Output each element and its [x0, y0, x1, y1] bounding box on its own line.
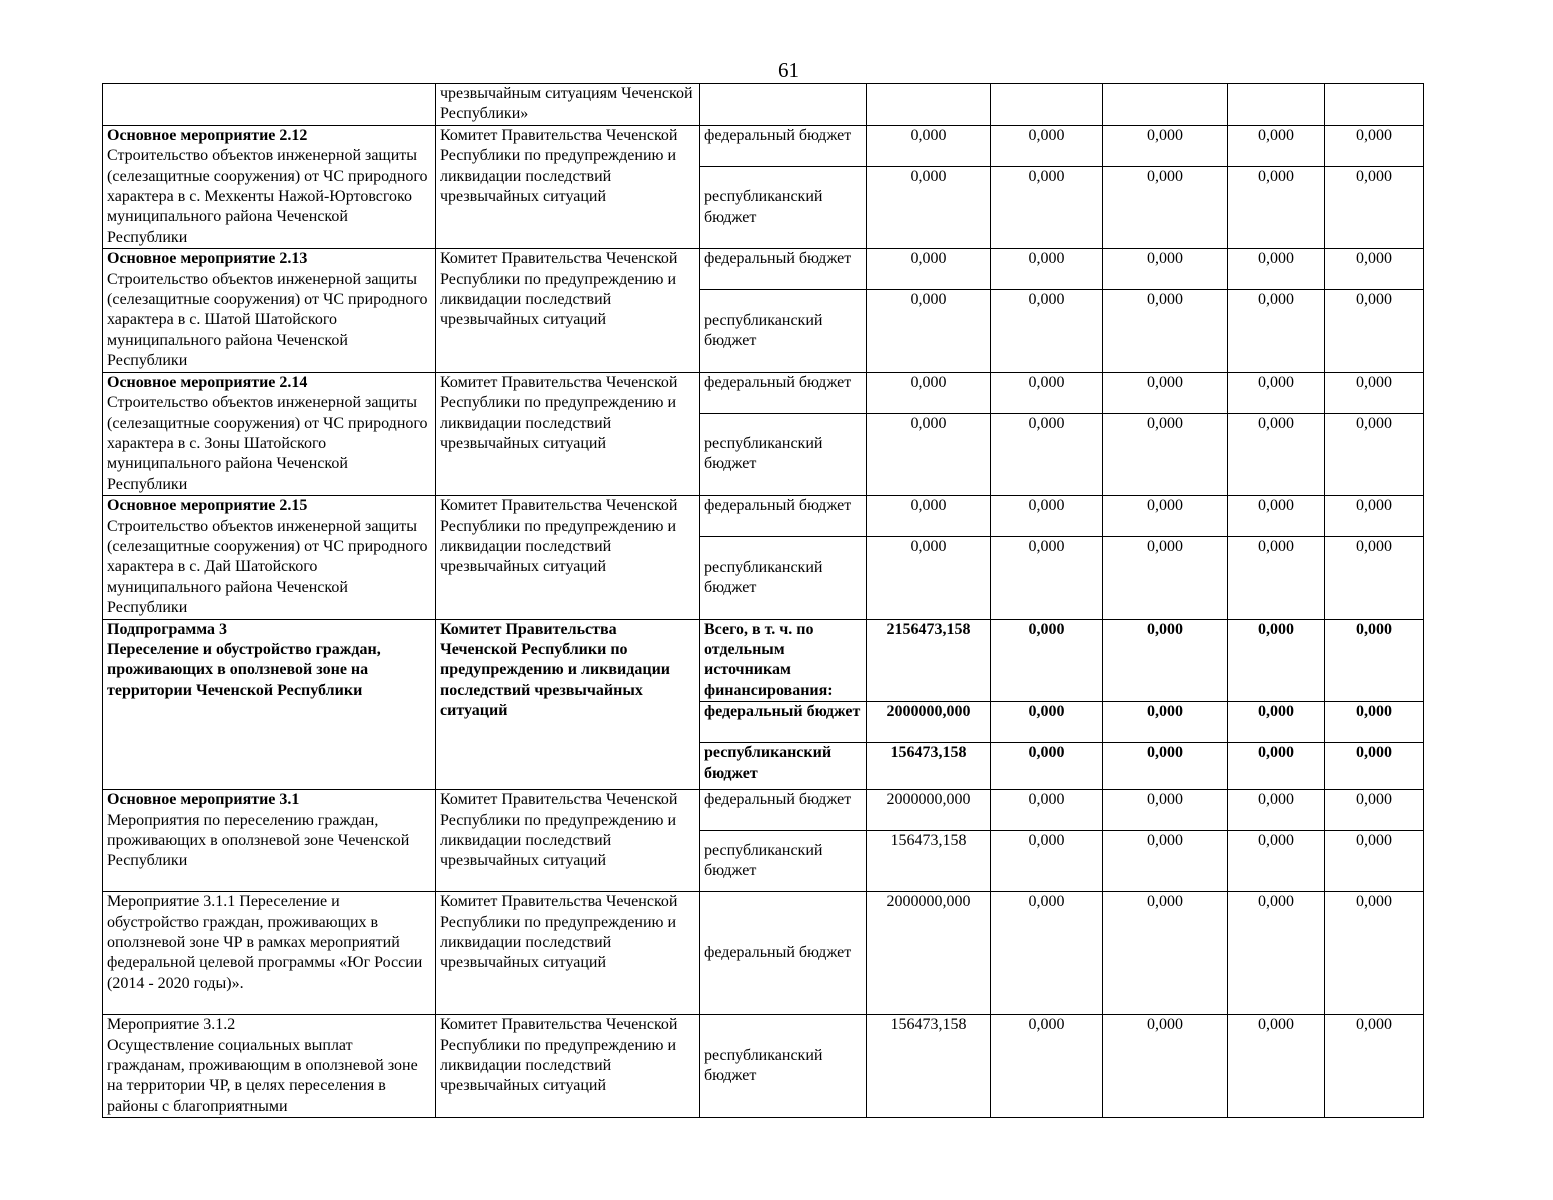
value-cell: 0,000 [1228, 831, 1325, 892]
source-cell: федеральный бюджет [700, 892, 867, 1015]
table-row [103, 790, 1424, 831]
value-cell: 0,000 [1228, 496, 1325, 537]
value-cell: 0,000 [991, 125, 1103, 166]
value-cell: 0,000 [1103, 290, 1228, 372]
subprogram-name-cell [103, 619, 436, 790]
source-cell: федеральный бюджет [700, 125, 867, 166]
activity-name-cell [103, 496, 436, 619]
activity-name-cell [103, 790, 436, 892]
activity-name-cell [103, 372, 436, 495]
value-cell: 0,000 [991, 892, 1103, 1015]
value-cell: 0,000 [1228, 372, 1325, 413]
value-cell: 0,000 [991, 496, 1103, 537]
activity-description: Строительство объектов инженерной защиты (селезащитные сооружения) от ЧС природного характера в с. Мехкенты Нажой-Юртовсгоко муниципального района Чеченской Республики [107, 147, 428, 246]
executor-cell: Комитет Правительства Чеченской Республики по предупреждению и ликвидации последствий чрезвычайных ситуаций [436, 1015, 700, 1118]
executor-cell: Комитет Правительства Чеченской Республики по предупреждению и ликвидации последствий чрезвычайных ситуаций [436, 249, 700, 372]
activity-description: Строительство объектов инженерной защиты (селезащитные сооружения) от ЧС природного характера в с. Зоны Шатойского муниципального района Чеченской Республики [107, 394, 428, 493]
value-cell: 2156473,158 [867, 619, 991, 702]
source-cell: республиканский бюджет [700, 413, 867, 495]
value-cell: 0,000 [991, 290, 1103, 372]
value-cell: 0,000 [867, 249, 991, 290]
activity-title: Основное мероприятие 2.12 [107, 126, 308, 144]
value-cell: 156473,158 [867, 743, 991, 790]
executor-cell: Комитет Правительства Чеченской Республики по предупреждению и ликвидации последствий чрезвычайных ситуаций [436, 125, 700, 248]
source-cell [700, 84, 867, 126]
value-cell: 0,000 [1103, 831, 1228, 892]
activity-title: Основное мероприятие 3.1 [107, 791, 300, 809]
value-cell: 0,000 [1228, 249, 1325, 290]
executor-cell: чрезвычайным ситуациям Чеченской Республики» [436, 84, 700, 126]
value-cell: 0,000 [1228, 290, 1325, 372]
executor-cell: Комитет Правительства Чеченской Республики по предупреждению и ликвидации последствий чрезвычайных ситуаций [436, 372, 700, 495]
value-cell: 0,000 [1325, 166, 1424, 248]
value-cell: 0,000 [1103, 166, 1228, 248]
value-cell: 0,000 [991, 372, 1103, 413]
executor-cell: Комитет Правительства Чеченской Республики по предупреждению и ликвидации последствий чрезвычайных ситуаций [436, 496, 700, 619]
value-cell: 0,000 [1228, 790, 1325, 831]
value-cell: 0,000 [991, 831, 1103, 892]
value-cell: 0,000 [867, 166, 991, 248]
value-cell: 0,000 [1103, 372, 1228, 413]
source-cell: федеральный бюджет [700, 496, 867, 537]
page-number: 61 [778, 58, 799, 82]
value-cell: 0,000 [1103, 125, 1228, 166]
value-cell: 0,000 [867, 496, 991, 537]
value-cell: 0,000 [1325, 1015, 1424, 1118]
value-cell: 0,000 [867, 125, 991, 166]
value-cell: 0,000 [1325, 892, 1424, 1015]
source-cell: республиканский бюджет [700, 537, 867, 619]
value-cell: 0,000 [1103, 702, 1228, 743]
value-cell: 0,000 [991, 790, 1103, 831]
value-cell: 0,000 [1103, 790, 1228, 831]
value-cell: 0,000 [991, 413, 1103, 495]
table-row [103, 249, 1424, 290]
value-cell: 0,000 [867, 372, 991, 413]
name-cell [103, 84, 436, 126]
activity-name-cell [103, 249, 436, 372]
executor-cell: Комитет Правительства Чеченской Республики по предупреждению и ликвидации последствий чрезвычайных ситуаций [436, 892, 700, 1015]
activity-title: Основное мероприятие 2.15 [107, 497, 308, 515]
executor-cell: Комитет Правительства Чеченской Республики по предупреждению и ликвидации последствий чрезвычайных ситуаций [436, 619, 700, 790]
executor-cell: Комитет Правительства Чеченской Республики по предупреждению и ликвидации последствий чрезвычайных ситуаций [436, 790, 700, 892]
source-cell: республиканский бюджет [700, 831, 867, 892]
source-cell: республиканский бюджет [700, 166, 867, 248]
value-cell: 0,000 [1228, 702, 1325, 743]
value-cell: 2000000,000 [867, 892, 991, 1015]
value-cell: 0,000 [1325, 290, 1424, 372]
value-cell: 0,000 [991, 537, 1103, 619]
value-cell: 0,000 [991, 166, 1103, 248]
value-cell: 0,000 [991, 702, 1103, 743]
table-row [103, 372, 1424, 413]
value-cell: 0,000 [991, 249, 1103, 290]
source-cell: федеральный бюджет [700, 249, 867, 290]
value-cell: 0,000 [991, 619, 1103, 702]
value-cell: 0,000 [1325, 743, 1424, 790]
activity-description: Мероприятия по переселению граждан, проживающих в оползневой зоне Чеченской Республики [107, 811, 410, 870]
value-cell: 0,000 [1103, 496, 1228, 537]
value-cell: 0,000 [1228, 1015, 1325, 1118]
value-cell: 0,000 [1103, 743, 1228, 790]
value-cell: 0,000 [867, 537, 991, 619]
source-cell: республиканский бюджет [700, 743, 867, 790]
value-cell: 0,000 [1325, 831, 1424, 892]
activity-name-cell: Мероприятие 3.1.1 Переселение и обустройство граждан, проживающих в оползневой зоне ЧР в рамках мероприятий федеральной целевой программы «Юг России (2014 - 2020 годы)». [103, 892, 436, 1015]
activity-title: Основное мероприятие 2.14 [107, 373, 308, 391]
value-cell: 2000000,000 [867, 702, 991, 743]
table-row [103, 496, 1424, 537]
table-row [103, 619, 1424, 702]
value-cell: 0,000 [1325, 496, 1424, 537]
value-cell: 0,000 [991, 743, 1103, 790]
value-cell: 0,000 [1325, 537, 1424, 619]
source-cell: Всего, в т. ч. по отдельным источникам финансирования: [700, 619, 867, 702]
value-cell: 0,000 [991, 1015, 1103, 1118]
activity-description: Строительство объектов инженерной защиты (селезащитные сооружения) от ЧС природного характера в с. Дай Шатойского муниципального района Чеченской Республики [107, 517, 428, 617]
activity-title: Мероприятие 3.1.2 [107, 1016, 236, 1034]
table-row [103, 1015, 1424, 1118]
value-cell: 2000000,000 [867, 790, 991, 831]
activity-title: Основное мероприятие 2.13 [107, 250, 308, 268]
source-cell: республиканский бюджет [700, 290, 867, 372]
value-cell: 0,000 [1228, 892, 1325, 1015]
source-cell: федеральный бюджет [700, 790, 867, 831]
value-cell: 156473,158 [867, 831, 991, 892]
value-cell: 0,000 [1325, 702, 1424, 743]
activity-name-cell [103, 125, 436, 248]
budget-table [102, 83, 1424, 1118]
value-cell: 0,000 [1325, 619, 1424, 702]
value-cell: 0,000 [1325, 413, 1424, 495]
value-cell: 0,000 [1325, 372, 1424, 413]
table-row [103, 892, 1424, 1015]
source-cell: федеральный бюджет [700, 372, 867, 413]
value-cell: 156473,158 [867, 1015, 991, 1118]
table-row [103, 84, 1424, 126]
value-cell: 0,000 [1103, 537, 1228, 619]
value-cell: 0,000 [1103, 892, 1228, 1015]
activity-description: Осуществление социальных выплат гражданам, проживающим в оползневой зоне на территории ЧР, в целях переселения в районы с благоприятными [107, 1036, 418, 1115]
value-cell: 0,000 [1325, 249, 1424, 290]
value-cell: 0,000 [1325, 125, 1424, 166]
source-cell: республиканский бюджет [700, 1015, 867, 1118]
activity-description: Строительство объектов инженерной защиты (селезащитные сооружения) от ЧС природного характера в с. Шатой Шатойского муниципального района Чеченской Республики [107, 270, 428, 370]
value-cell: 0,000 [1103, 619, 1228, 702]
value-cell: 0,000 [867, 290, 991, 372]
value-cell: 0,000 [1228, 619, 1325, 702]
value-cell: 0,000 [867, 413, 991, 495]
subprogram-title: Подпрограмма 3 [107, 620, 228, 638]
source-cell: федеральный бюджет [700, 702, 867, 743]
value-cell: 0,000 [1228, 743, 1325, 790]
activity-name-cell [103, 1015, 436, 1118]
value-cell: 0,000 [1228, 125, 1325, 166]
subprogram-description: Переселение и обустройство граждан, проживающих в оползневой зоне на территории Чеченской Республики [107, 640, 381, 699]
value-cell: 0,000 [1228, 413, 1325, 495]
value-cell: 0,000 [1103, 249, 1228, 290]
value-cell: 0,000 [1103, 413, 1228, 495]
value-cell: 0,000 [1228, 166, 1325, 248]
value-cell: 0,000 [1228, 537, 1325, 619]
value-cell: 0,000 [1103, 1015, 1228, 1118]
table-row [103, 125, 1424, 166]
value-cell: 0,000 [1325, 790, 1424, 831]
